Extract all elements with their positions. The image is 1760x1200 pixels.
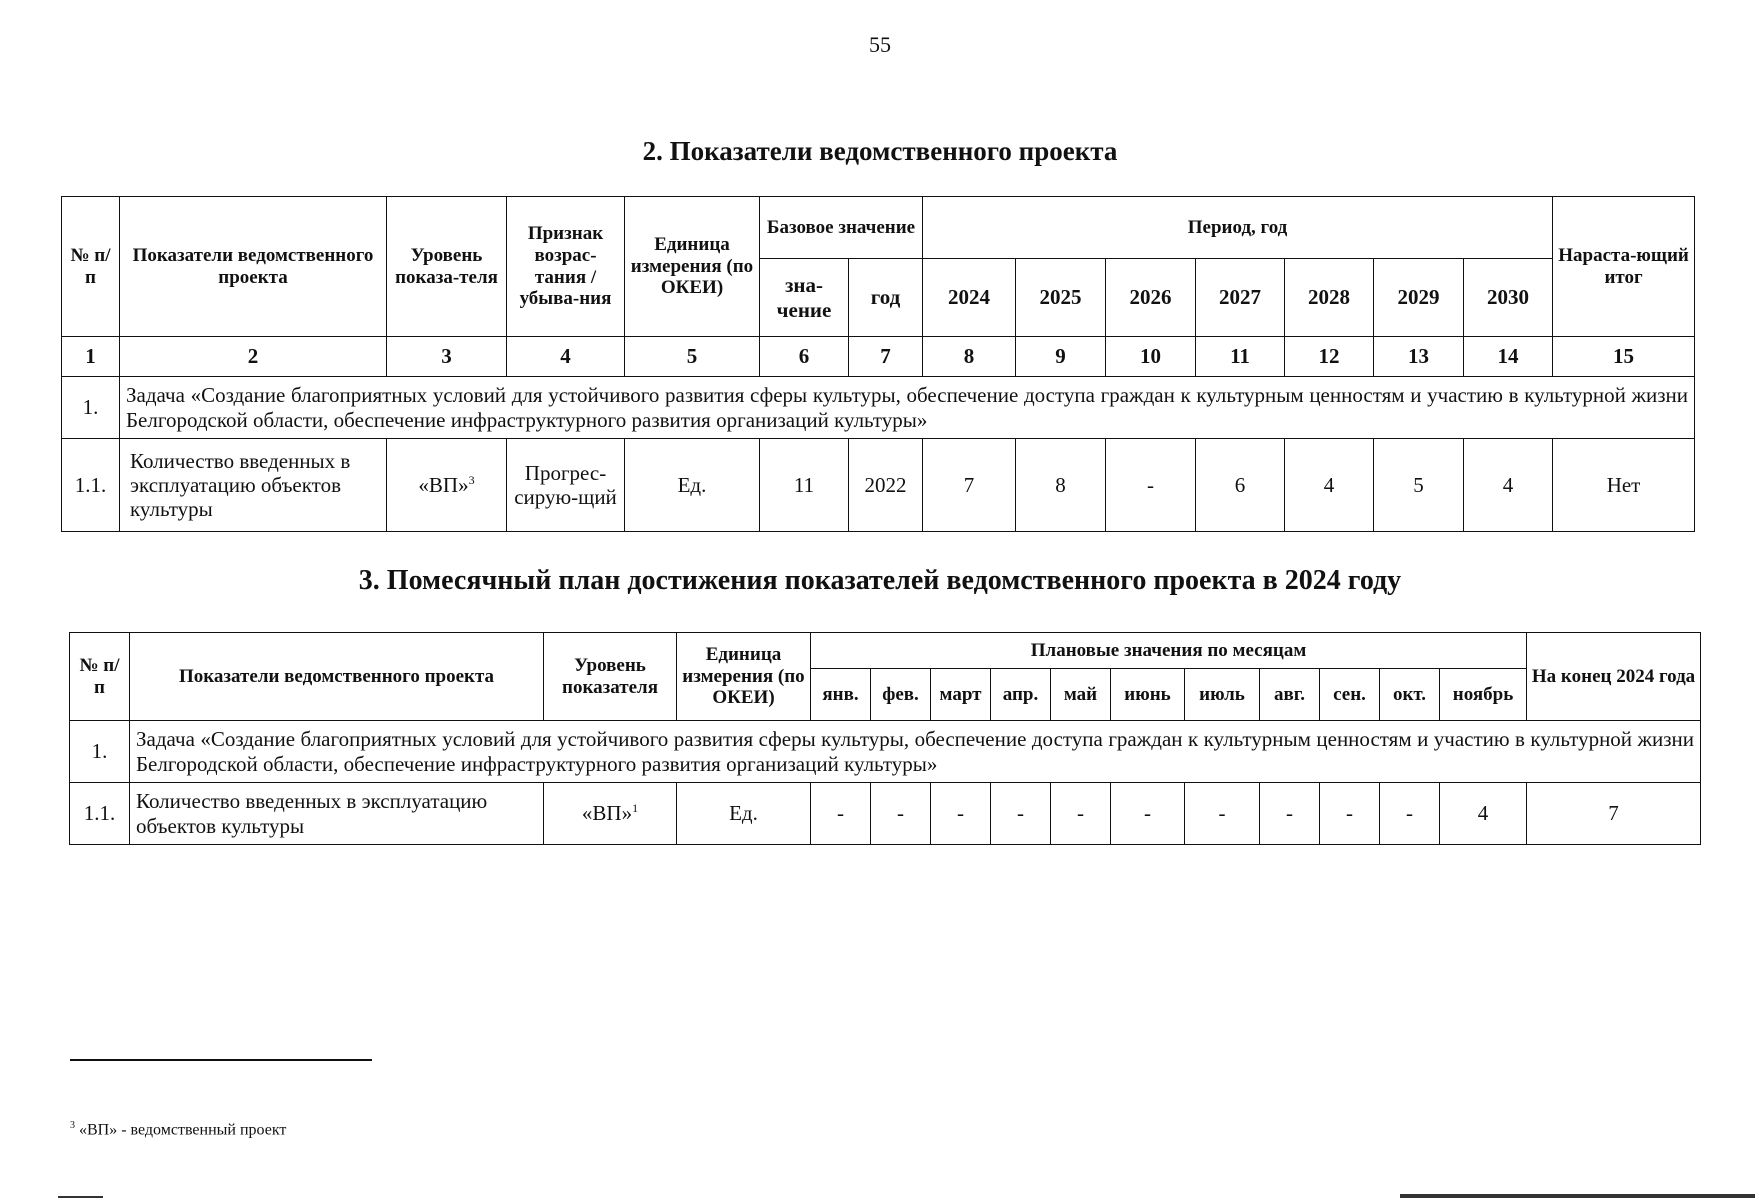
header-year: 2024 <box>923 259 1016 337</box>
row-level <box>544 783 677 845</box>
task-text: Задача «Создание благоприятных условий для устойчивого развития сферы культуры, обеспечение доступа граждан к культурным ценностям и участию в культурной жизни Белгородской области, обеспечение инфраструктурного развития организаций культуры» <box>120 377 1695 439</box>
row-month-value: - <box>1111 783 1185 845</box>
header-month: ноябрь <box>1440 669 1527 721</box>
column-number: 5 <box>625 337 760 377</box>
header-year: 2030 <box>1464 259 1553 337</box>
row-month-value: - <box>871 783 931 845</box>
header-year: 2028 <box>1285 259 1374 337</box>
column-number: 6 <box>760 337 849 377</box>
row-cumulative: Нет <box>1553 439 1695 532</box>
column-number: 14 <box>1464 337 1553 377</box>
row-year-value: 8 <box>1016 439 1106 532</box>
header-base: Базовое значение <box>760 197 923 259</box>
header-indicator: Показатели ведомственного проекта <box>120 197 387 337</box>
footnote <box>70 1120 286 1139</box>
row-level-text: «ВП» <box>581 801 633 826</box>
row-month-value: - <box>1380 783 1440 845</box>
scan-edge-line <box>58 1196 103 1198</box>
header-num: № п/п <box>70 633 130 721</box>
footnote-ref: 1 <box>632 801 639 816</box>
row-month-value: - <box>1320 783 1380 845</box>
header-base-value: зна-чение <box>760 259 849 337</box>
row-month-value: - <box>811 783 871 845</box>
footnote-ref: 3 <box>468 472 475 487</box>
row-month-value: - <box>991 783 1051 845</box>
task-num: 1. <box>70 721 130 783</box>
task-num: 1. <box>62 377 120 439</box>
scan-edge-line <box>1400 1194 1755 1198</box>
header-monthly: Плановые значения по месяцам <box>811 633 1527 669</box>
header-month: июль <box>1185 669 1260 721</box>
row-month-value: - <box>1260 783 1320 845</box>
header-month: авг. <box>1260 669 1320 721</box>
monthly-plan-table <box>69 632 1701 845</box>
header-base-year: год <box>849 259 923 337</box>
header-num: № п/п <box>62 197 120 337</box>
footnote-divider <box>70 1059 372 1061</box>
row-end-of-year: 7 <box>1527 783 1701 845</box>
header-cumulative: Нараста-ющий итог <box>1553 197 1695 337</box>
row-month-value: - <box>1185 783 1260 845</box>
row-base-value: 11 <box>760 439 849 532</box>
header-month: фев. <box>871 669 931 721</box>
task-text: Задача «Создание благоприятных условий для устойчивого развития сферы культуры, обеспечение доступа граждан к культурным ценностям и участию в культурной жизни Белгородской области, обеспечение инфраструктурного развития организаций культуры» <box>130 721 1701 783</box>
row-month-value: - <box>931 783 991 845</box>
header-unit: Единица измерения (по ОКЕИ) <box>677 633 811 721</box>
header-indicator: Показатели ведомственного проекта <box>130 633 544 721</box>
column-number: 7 <box>849 337 923 377</box>
row-unit: Ед. <box>625 439 760 532</box>
header-year: 2025 <box>1016 259 1106 337</box>
column-number: 2 <box>120 337 387 377</box>
row-year-value: 5 <box>1374 439 1464 532</box>
row-year-value: 4 <box>1464 439 1553 532</box>
column-number: 4 <box>507 337 625 377</box>
header-level: Уровень показателя <box>544 633 677 721</box>
column-number: 11 <box>1196 337 1285 377</box>
indicators-table <box>61 196 1695 532</box>
row-base-year: 2022 <box>849 439 923 532</box>
column-number: 1 <box>62 337 120 377</box>
header-period: Период, год <box>923 197 1553 259</box>
footnote-mark: 3 <box>70 1120 75 1131</box>
header-month: янв. <box>811 669 871 721</box>
row-year-value: 7 <box>923 439 1016 532</box>
header-year: 2027 <box>1196 259 1285 337</box>
header-month: окт. <box>1380 669 1440 721</box>
row-sign: Прогрес-сирую-щий <box>507 439 625 532</box>
row-indicator: Количество введенных в эксплуатацию объектов культуры <box>120 439 387 532</box>
column-number: 15 <box>1553 337 1695 377</box>
column-number: 9 <box>1016 337 1106 377</box>
row-num: 1.1. <box>62 439 120 532</box>
column-number: 12 <box>1285 337 1374 377</box>
column-number: 13 <box>1374 337 1464 377</box>
row-year-value: - <box>1106 439 1196 532</box>
header-year: 2029 <box>1374 259 1464 337</box>
row-level-text: «ВП» <box>418 472 469 497</box>
header-month: март <box>931 669 991 721</box>
section-2-title: 2. Показатели ведомственного проекта <box>642 136 1118 166</box>
row-month-value: - <box>1051 783 1111 845</box>
row-level <box>387 439 507 532</box>
row-num: 1.1. <box>70 783 130 845</box>
column-number: 3 <box>387 337 507 377</box>
section-3-title: 3. Помесячный план достижения показателей ведомственного проекта в 2024 году <box>358 565 1402 596</box>
header-month: июнь <box>1111 669 1185 721</box>
row-month-value: 4 <box>1440 783 1527 845</box>
header-month: сен. <box>1320 669 1380 721</box>
column-number: 10 <box>1106 337 1196 377</box>
row-year-value: 6 <box>1196 439 1285 532</box>
header-unit: Единица измерения (по ОКЕИ) <box>625 197 760 337</box>
header-year: 2026 <box>1106 259 1196 337</box>
row-year-value: 4 <box>1285 439 1374 532</box>
header-level: Уровень показа-теля <box>387 197 507 337</box>
column-number: 8 <box>923 337 1016 377</box>
footnote-text: «ВП» - ведомственный проект <box>79 1121 287 1139</box>
header-month: апр. <box>991 669 1051 721</box>
header-end-of-year: На конец 2024 года <box>1527 633 1701 721</box>
header-month: май <box>1051 669 1111 721</box>
page-number: 55 <box>869 32 891 57</box>
row-indicator: Количество введенных в эксплуатацию объектов культуры <box>130 783 544 845</box>
row-unit: Ед. <box>677 783 811 845</box>
header-sign: Признак возрас-тания / убыва-ния <box>507 197 625 337</box>
